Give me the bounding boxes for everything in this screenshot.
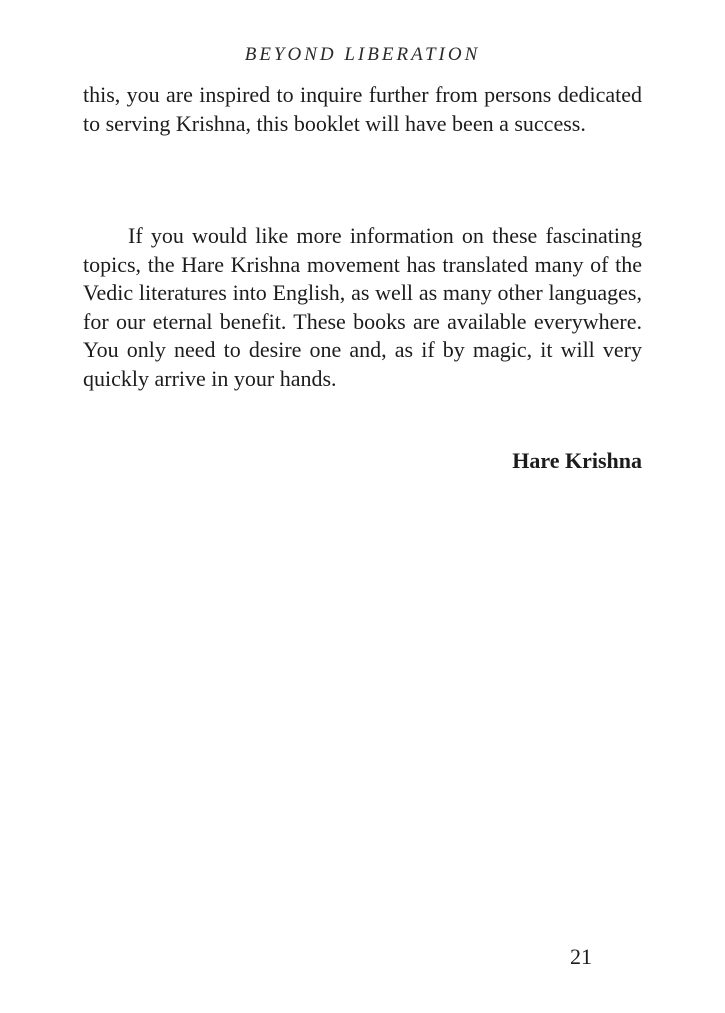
paragraph-continuation: this, you are inspired to inquire further from persons dedicated to serving Krishna, this booklet will have been a success. xyxy=(83,82,642,136)
closing-signature: Hare Krishna xyxy=(512,448,642,473)
paragraph-more-information: If you would like more information on these fascinating topics, the Hare Krishna movement has translated many of the Vedic literatures into English, as well as many other languages, for our eternal benefit. These books are available everywhere. You only need to desire one and, as if by magic, it will very quickly arrive in your hands. xyxy=(83,223,642,391)
running-header: BEYOND LIBERATION xyxy=(244,44,481,65)
page-number: 21 xyxy=(570,944,592,969)
